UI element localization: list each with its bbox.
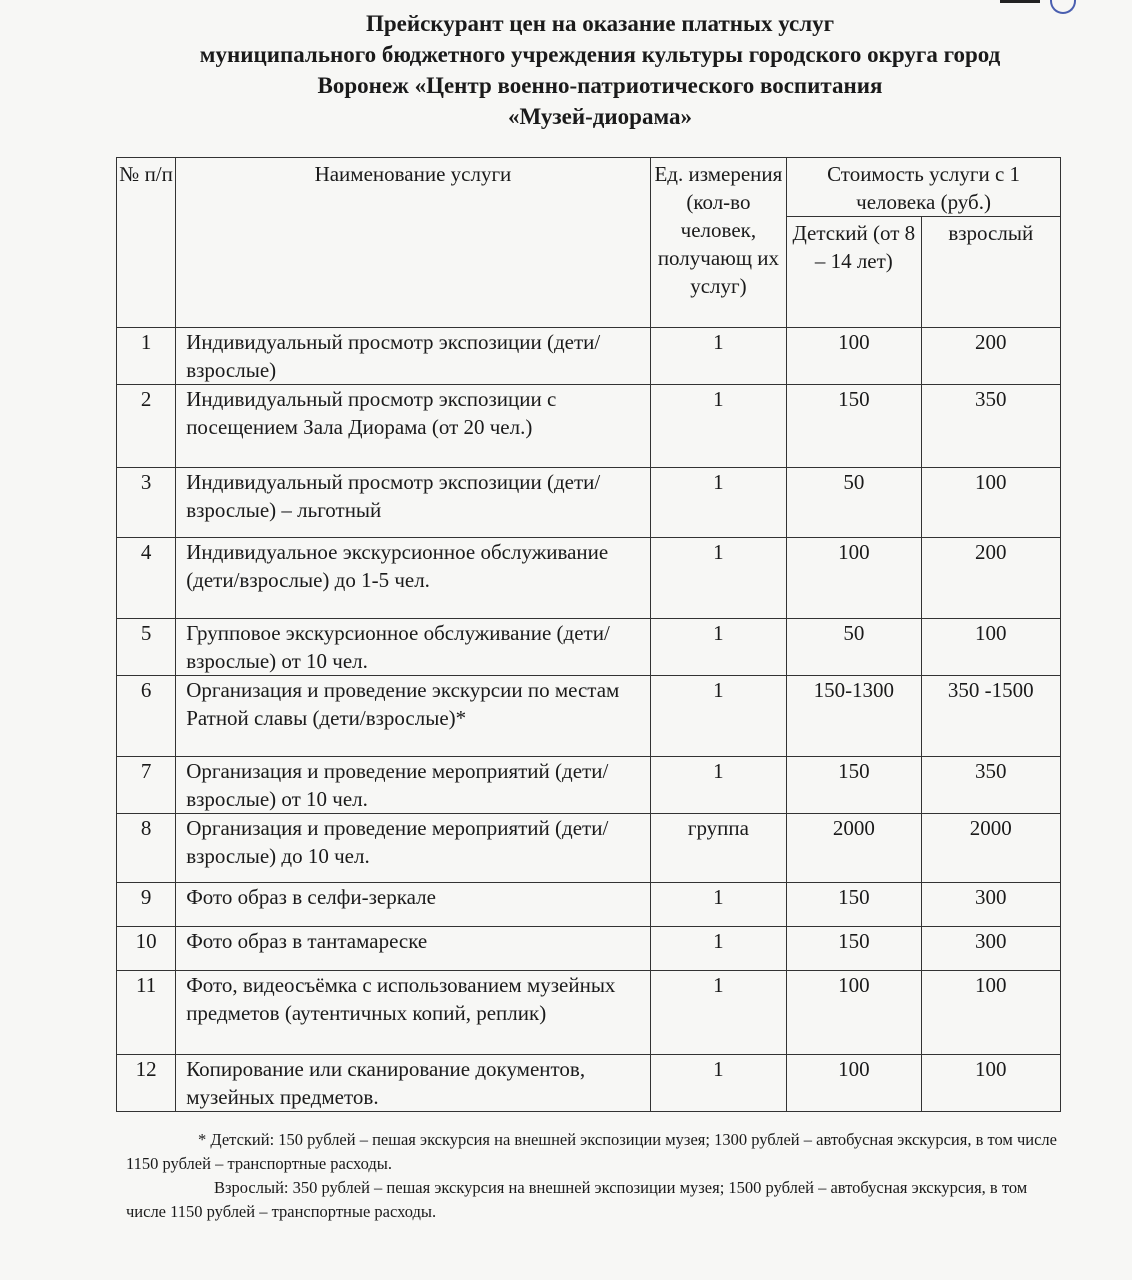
row-unit: группа: [650, 814, 786, 883]
row-num: 8: [117, 814, 176, 883]
row-adult-price: 300: [921, 883, 1060, 927]
row-unit: 1: [650, 468, 786, 538]
table-row: [117, 538, 1061, 619]
row-name: Организация и проведение мероприятий (дети/взрослые) от 10 чел.: [176, 757, 651, 814]
row-kid-price: 150-1300: [787, 676, 921, 757]
row-unit: 1: [650, 619, 786, 676]
row-name: Организация и проведение мероприятий (дети/взрослые) до 10 чел.: [176, 814, 651, 883]
row-num: 1: [117, 328, 176, 385]
title-line-4: «Музей-диорама»: [508, 104, 692, 129]
table-row: [117, 814, 1061, 883]
row-num: 6: [117, 676, 176, 757]
row-kid-price: 100: [787, 1055, 921, 1112]
row-name: Групповое экскурсионное обслуживание (дети/взрослые) от 10 чел.: [176, 619, 651, 676]
row-name: Индивидуальный просмотр экспозиции (дети/взрослые): [176, 328, 651, 385]
row-name: Индивидуальный просмотр экспозиции (дети/взрослые) – льготный: [176, 468, 651, 538]
row-num: 12: [117, 1055, 176, 1112]
row-kid-price: 150: [787, 757, 921, 814]
row-unit: 1: [650, 328, 786, 385]
row-unit: 1: [650, 1055, 786, 1112]
title-line-3: Воронеж «Центр военно-патриотического воспитания: [317, 73, 883, 98]
row-kid-price: 150: [787, 385, 921, 468]
row-num: 9: [117, 883, 176, 927]
row-name: Фото образ в селфи-зеркале: [176, 883, 651, 927]
row-kid-price: 2000: [787, 814, 921, 883]
table-row: [117, 927, 1061, 971]
row-unit: 1: [650, 927, 786, 971]
footnote-adult: [126, 1176, 1071, 1224]
row-name: Фото, видеосъёмка с использованием музейных предметов (аутентичных копий, реплик): [176, 971, 651, 1055]
table-row: [117, 676, 1061, 757]
row-kid-price: 100: [787, 971, 921, 1055]
row-num: 3: [117, 468, 176, 538]
row-adult-price: 200: [921, 538, 1060, 619]
row-adult-price: 350 -1500: [921, 676, 1060, 757]
table-row: [117, 328, 1061, 385]
header-rule: [1000, 0, 1040, 3]
row-unit: 1: [650, 538, 786, 619]
row-kid-price: 150: [787, 883, 921, 927]
row-adult-price: 2000: [921, 814, 1060, 883]
row-unit: 1: [650, 676, 786, 757]
row-adult-price: 200: [921, 328, 1060, 385]
row-kid-price: 100: [787, 328, 921, 385]
header-kid: Детский (от 8 – 14 лет): [787, 217, 921, 328]
table-row: [117, 1055, 1061, 1112]
header-adult: взрослый: [921, 217, 1060, 328]
document-title: [100, 8, 1100, 132]
row-kid-price: 100: [787, 538, 921, 619]
row-num: 7: [117, 757, 176, 814]
row-adult-price: 100: [921, 468, 1060, 538]
row-unit: 1: [650, 971, 786, 1055]
table-row: [117, 468, 1061, 538]
table-row: [117, 883, 1061, 927]
row-adult-price: 300: [921, 927, 1060, 971]
row-adult-price: 350: [921, 757, 1060, 814]
row-name: Организация и проведение экскурсии по местам Ратной славы (дети/взрослые)*: [176, 676, 651, 757]
title-line-1: Прейскурант цен на оказание платных услуг: [365, 11, 835, 36]
row-kid-price: 50: [787, 619, 921, 676]
row-kid-price: 50: [787, 468, 921, 538]
footnote-kid: [126, 1128, 1071, 1176]
row-adult-price: 350: [921, 385, 1060, 468]
row-name: Индивидуальный просмотр экспозиции с посещением Зала Диорама (от 20 чел.): [176, 385, 651, 468]
row-kid-price: 150: [787, 927, 921, 971]
table-row: [117, 971, 1061, 1055]
header-cost: Стоимость услуги с 1 человека (руб.): [787, 158, 1061, 217]
title-line-2: муниципального бюджетного учреждения культуры городского округа город: [199, 42, 1001, 67]
table-row: [117, 385, 1061, 468]
footnote-kid-text: * Детский: 150 рублей – пешая экскурсия на внешней экспозиции музея; 1300 рублей – автобусная экскурсия, в том числе 1150 рублей – транспортные расходы.: [126, 1130, 1057, 1173]
header-num: № п/п: [117, 158, 176, 328]
header-name: Наименование услуги: [176, 158, 651, 328]
header-unit: Ед. измерения (кол-во человек, получающ их услуг): [650, 158, 786, 328]
row-num: 4: [117, 538, 176, 619]
row-num: 2: [117, 385, 176, 468]
row-name: Копирование или сканирование документов, музейных предметов.: [176, 1055, 651, 1112]
table-row: [117, 619, 1061, 676]
row-name: Индивидуальное экскурсионное обслуживание (дети/взрослые) до 1-5 чел.: [176, 538, 651, 619]
row-adult-price: 100: [921, 1055, 1060, 1112]
row-num: 11: [117, 971, 176, 1055]
row-unit: 1: [650, 883, 786, 927]
row-unit: 1: [650, 757, 786, 814]
row-adult-price: 100: [921, 619, 1060, 676]
row-adult-price: 100: [921, 971, 1060, 1055]
row-num: 5: [117, 619, 176, 676]
row-name: Фото образ в тантамареске: [176, 927, 651, 971]
price-table: [116, 157, 1061, 1112]
table-row: [117, 757, 1061, 814]
row-unit: 1: [650, 385, 786, 468]
row-num: 10: [117, 927, 176, 971]
footnote-adult-text: Взрослый: 350 рублей – пешая экскурсия на внешней экспозиции музея; 1500 рублей – автобусная экскурсия, в том числе 1150 рублей – транспортные расходы.: [126, 1178, 1028, 1221]
